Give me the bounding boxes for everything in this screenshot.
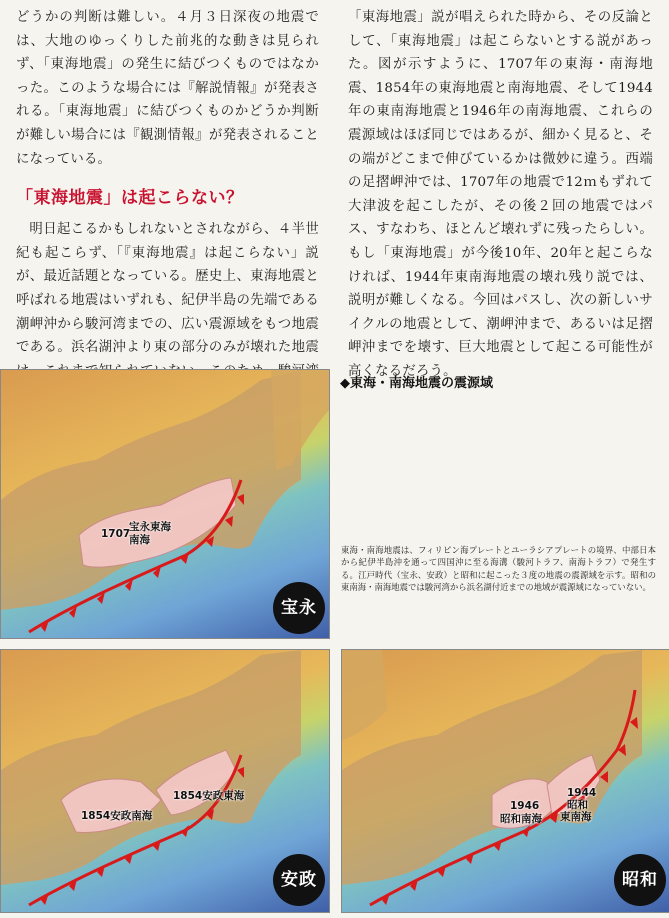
era-badge: 安政 — [273, 854, 325, 906]
era-badge: 宝永 — [273, 582, 325, 634]
left-column — [16, 6, 319, 407]
zone-label-tokai: 宝永東海 — [129, 521, 171, 533]
article-paragraph: 「東海地震」説が唱えられた時から、その反論として、「東海地震」は起こらないとする説があった。図が示すように、1707年の東海・南海地震、1854年の東海地震と南海地震、そして1944年の東南海地震と1946年の南海地震、これらの震源域はほぼ同じではあるが、細かく見ると、その端がどこまで伸びているかは微妙に違う。西端の足摺岬沖では、1707年の地震で12ｍもずれて大津波を起こしたが、その後２回の地震ではパス、すなわち、ほとんど壊れずに残ったらしい。もし「東海地震」が今後10年、20年と起こらなければ、1944年東南海地震の壊れ残り説では、説明が難しくなる。今回はパスし、次の新しいサイクルの地震として、潮岬沖まで、あるいは足摺岬沖までを壊す、巨大地震として起こる可能性が高くなるだろう。 — [348, 10, 653, 379]
section-heading: 「東海地震」は起こらない？ — [16, 188, 244, 209]
hoei-map — [0, 369, 330, 639]
era-badge: 昭和 — [614, 854, 666, 906]
zone-label-1944: 1944 — [567, 787, 597, 799]
zone-label-tonankai: 東南海 — [560, 811, 592, 823]
zone-label-ansei-nankai: 1854安政南海 — [81, 810, 153, 822]
zone-label-showa-nankai: 昭和南海 — [500, 813, 542, 825]
zone-label-ansei-tokai: 1854安政東海 — [173, 790, 245, 802]
ansei-map — [0, 649, 330, 913]
showa-map — [341, 649, 669, 913]
figure-title: ◆東海・南海地震の震源域 — [340, 376, 493, 391]
zone-label-1946: 1946 — [510, 800, 540, 812]
zone-label-year: 1707 — [101, 528, 131, 540]
right-column — [348, 6, 653, 384]
zone-label-showa: 昭和 — [567, 799, 588, 811]
article-paragraph: 明日起こるかもしれないとされながら、４半世紀も起こらず、「『東海地震』は起こらない」説が、最近話題となっている。歴史上、東海地震と呼ばれる地震はいずれも、紀伊半島の先端である潮岬沖から駿河湾までの、広い震源域をもつ地震である。浜名湖沖より東の部分のみが壊れた地震 — [16, 222, 319, 356]
figure-caption: 東海・南海地震は、フィリピン海プレートとユーラシアプレートの境界、中部日本から紀伊半島沖を通って四国沖に至る海溝（駿河トラフ、南海トラフ）で発生する。江戸時代（宝永、安政）と昭和に起こった３度の地震の震源域を示す。昭和の東南海・南海地震では駿河湾から浜名湖付近までの地域が震源域になっていない。 — [341, 545, 656, 592]
article-paragraph: どうかの判断は難しい。４月３日深夜の地震では、大地のゆっくりした前兆的な動きは見られず、「東海地震」の発生に結びつくものではなかった。このような場合には『解説情報』が発表される。「東海地震」に結びつくものかどうか判断が難しい場合には『観測情報』が発表されることになっている。 — [16, 10, 319, 167]
zone-label-nankai: 南海 — [129, 534, 150, 546]
